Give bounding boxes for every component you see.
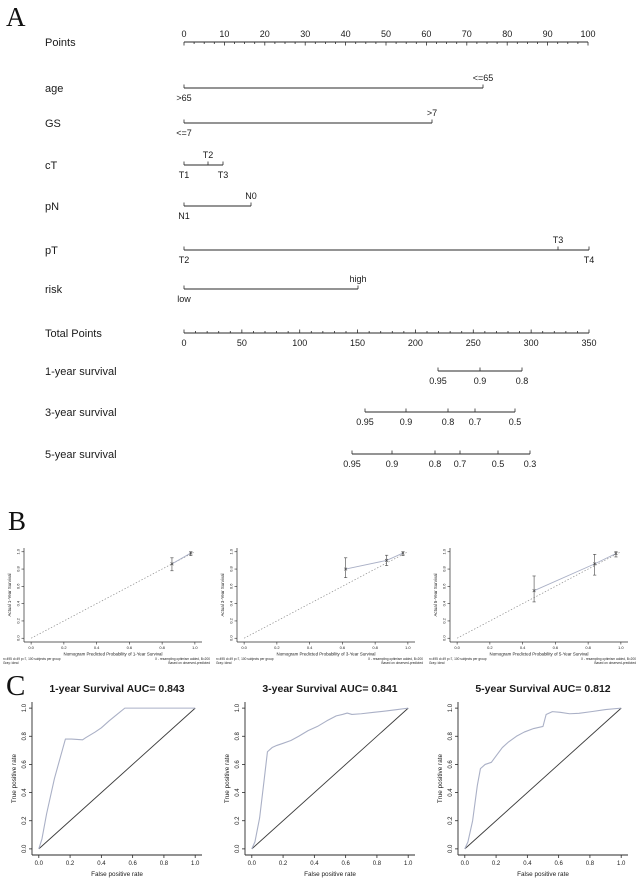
- ideal-line: [31, 552, 195, 638]
- footnote-right: Based on observed-predicted: [594, 661, 636, 665]
- survival-tick-label: 0.9: [385, 459, 399, 469]
- row-label: pT: [45, 245, 58, 257]
- x-tick-label: 1.0: [191, 861, 200, 867]
- row-label: GS: [45, 118, 61, 130]
- x-tick-label: 0.4: [310, 861, 319, 867]
- row-label: cT: [45, 160, 58, 172]
- footnote-right: X - resampling optimism added, B=200: [580, 657, 636, 661]
- survival-scale: [45, 449, 536, 469]
- x-tick-label: 0.0: [241, 645, 247, 650]
- y-tick-label: 0.0: [448, 844, 454, 854]
- points-tick-label: 10: [219, 29, 230, 39]
- survival-tick-label: 0.5: [508, 417, 522, 427]
- y-tick-label: 0.2: [15, 618, 21, 624]
- y-tick-label: 0.4: [235, 788, 241, 797]
- footnote-left: n=495 d=49 p=7, 100 subjects per group: [3, 657, 61, 661]
- y-tick-label: 0.2: [448, 816, 454, 825]
- total-tick-label: 150: [350, 338, 366, 348]
- x-tick-label: 0.6: [554, 861, 563, 867]
- x-axis-label: False positive rate: [304, 871, 356, 878]
- y-axis-label: True positive rate: [11, 753, 18, 804]
- y-tick-label: 0.8: [228, 566, 234, 572]
- survival-label: 3-year survival: [45, 407, 117, 419]
- y-tick-label: 1.0: [441, 548, 447, 555]
- ideal-line: [457, 552, 621, 638]
- y-tick-label: 0.6: [15, 583, 21, 590]
- category-label: <=7: [176, 128, 192, 138]
- category-label: >7: [426, 108, 438, 118]
- y-axis-label: Actual 1-Year Survival: [7, 573, 12, 617]
- y-tick-label: 1.0: [22, 703, 28, 713]
- x-tick-label: 0.6: [128, 861, 137, 867]
- category-label: N1: [178, 211, 190, 221]
- total-tick-label: 300: [523, 338, 539, 348]
- roc-plot-1-year: [0, 672, 213, 886]
- y-tick-label: 0.8: [22, 732, 28, 741]
- points-tick-label: 60: [421, 29, 432, 39]
- x-tick-label: 1.0: [404, 861, 413, 867]
- survival-tick-label: 0.7: [468, 417, 482, 427]
- calibration-line: [534, 553, 616, 590]
- x-tick-label: 1.0: [618, 645, 624, 650]
- y-tick-label: 0.8: [15, 566, 21, 572]
- x-tick-label: 0.8: [372, 645, 378, 650]
- category-label: T2: [178, 255, 190, 265]
- footnote-left: Gray: ideal: [429, 661, 445, 665]
- y-tick-label: 0.0: [22, 844, 28, 854]
- y-tick-label: 1.0: [448, 703, 454, 713]
- total-axis-title: Total Points: [45, 328, 102, 340]
- y-tick-label: 0.2: [22, 816, 28, 825]
- chance-diagonal: [39, 708, 195, 849]
- x-tick-label: 0.2: [278, 861, 288, 867]
- y-axis-label: True positive rate: [224, 753, 231, 804]
- footnote-left: n=495 d=49 p=7, 100 subjects per group: [216, 657, 274, 661]
- nomogram-row-cT: [45, 150, 228, 180]
- footnote-left: Gray: ideal: [3, 661, 19, 665]
- category-label: low: [177, 294, 191, 304]
- total-points-axis: [45, 328, 597, 348]
- y-tick-label: 0.4: [441, 600, 447, 607]
- x-tick-label: 0.8: [159, 645, 165, 650]
- y-axis-label: Actual 3-Year Survival: [220, 573, 225, 617]
- y-tick-label: 0.0: [441, 635, 447, 642]
- survival-tick-label: 0.95: [356, 417, 374, 427]
- calibration-plot-1-year: [0, 490, 213, 672]
- x-tick-label: 0.4: [306, 645, 313, 650]
- x-tick-label: 0.6: [341, 861, 350, 867]
- x-axis-label: Nomogram Predicted Probability of 1-Year Survival: [63, 651, 163, 657]
- survival-label: 5-year survival: [45, 449, 117, 461]
- total-tick-label: 0: [181, 338, 187, 348]
- footnote-right: X - resampling optimism added, B=200: [367, 657, 423, 661]
- y-tick-label: 0.6: [448, 760, 454, 769]
- y-tick-label: 1.0: [235, 703, 241, 713]
- x-tick-label: 0.6: [126, 645, 133, 650]
- survival-tick-label: 0.9: [399, 417, 413, 427]
- y-tick-label: 0.8: [235, 732, 241, 741]
- points-axis: [45, 29, 596, 49]
- total-tick-label: 350: [581, 338, 597, 348]
- survival-tick-label: 0.9: [473, 376, 487, 386]
- y-axis-label: True positive rate: [437, 753, 444, 804]
- footnote-right: Based on observed-predicted: [381, 661, 423, 665]
- survival-tick-label: 0.3: [523, 459, 537, 469]
- calibration-plot-5-year: [426, 490, 639, 672]
- x-tick-label: 0.2: [491, 861, 501, 867]
- y-axis-label: Actual 5-Year Survival: [433, 573, 438, 617]
- y-tick-label: 0.8: [448, 732, 454, 741]
- x-tick-label: 0.0: [247, 861, 256, 867]
- y-tick-label: 0.8: [441, 566, 447, 572]
- nomogram-row-risk: [45, 274, 367, 304]
- survival-tick-label: 0.8: [515, 376, 529, 386]
- survival-tick-label: 0.5: [491, 459, 505, 469]
- nomogram-row-age: [45, 73, 493, 103]
- x-tick-label: 0.4: [93, 645, 100, 650]
- x-tick-label: 0.0: [460, 861, 469, 867]
- x-tick-label: 0.0: [454, 645, 460, 650]
- category-label: T3: [217, 170, 229, 180]
- points-tick-label: 80: [502, 29, 513, 39]
- y-tick-label: 0.6: [441, 583, 447, 590]
- roc-plot-3-year: [213, 672, 426, 886]
- y-tick-label: 0.6: [235, 760, 241, 769]
- row-label: pN: [45, 201, 60, 213]
- total-tick-label: 200: [407, 338, 423, 348]
- chance-diagonal: [252, 708, 408, 849]
- calibration-plot-3-year: [213, 490, 426, 672]
- y-tick-label: 0.4: [228, 600, 234, 607]
- x-tick-label: 0.8: [159, 861, 169, 867]
- survival-tick-label: 0.95: [343, 459, 361, 469]
- nomogram-row-GS: [45, 108, 437, 138]
- category-label: T1: [178, 170, 190, 180]
- category-label: high: [349, 274, 367, 284]
- row-label: risk: [45, 284, 63, 296]
- y-tick-label: 1.0: [15, 548, 21, 555]
- y-tick-label: 0.6: [22, 760, 28, 769]
- points-tick-label: 100: [580, 29, 596, 39]
- survival-tick-label: 0.8: [441, 417, 455, 427]
- roc-title: 1-year Survival AUC= 0.843: [49, 683, 185, 695]
- total-tick-label: 50: [236, 338, 247, 348]
- survival-label: 1-year survival: [45, 366, 117, 378]
- panel-b-label: B: [8, 506, 27, 536]
- y-tick-label: 0.0: [15, 635, 21, 642]
- y-tick-label: 0.6: [228, 583, 234, 590]
- x-tick-label: 0.4: [523, 861, 532, 867]
- y-tick-label: 0.2: [441, 618, 447, 624]
- x-tick-label: 0.2: [274, 645, 280, 650]
- y-tick-label: 0.2: [235, 816, 241, 825]
- survival-tick-label: 0.7: [453, 459, 467, 469]
- points-tick-label: 40: [340, 29, 351, 39]
- category-label: T2: [202, 150, 214, 160]
- row-label: age: [45, 83, 64, 95]
- x-tick-label: 0.2: [61, 645, 67, 650]
- x-tick-label: 1.0: [192, 645, 198, 650]
- points-tick-label: 90: [542, 29, 553, 39]
- panel-c-label: C: [6, 670, 26, 702]
- y-tick-label: 0.0: [228, 635, 234, 642]
- calibration-line: [346, 553, 403, 569]
- ideal-line: [244, 552, 408, 638]
- x-tick-label: 0.4: [519, 645, 526, 650]
- chance-diagonal: [465, 708, 621, 849]
- category-label: >65: [176, 93, 192, 103]
- total-tick-label: 250: [465, 338, 481, 348]
- survival-tick-label: 0.95: [429, 376, 447, 386]
- points-tick-label: 0: [181, 29, 187, 39]
- x-axis-label: Nomogram Predicted Probability of 5-Year Survival: [489, 651, 589, 657]
- x-tick-label: 0.8: [585, 645, 591, 650]
- category-label: N0: [245, 191, 257, 201]
- x-tick-label: 0.2: [65, 861, 75, 867]
- points-axis-title: Points: [45, 37, 76, 49]
- x-tick-label: 1.0: [405, 645, 411, 650]
- nomogram-row-pT: [45, 235, 594, 265]
- x-tick-label: 0.8: [585, 861, 595, 867]
- footnote-right: X - resampling optimism added, B=200: [154, 657, 210, 661]
- x-tick-label: 0.6: [552, 645, 559, 650]
- y-tick-label: 0.0: [235, 844, 241, 854]
- survival-tick-label: 0.8: [428, 459, 442, 469]
- category-label: <=65: [472, 73, 494, 83]
- x-tick-label: 0.0: [34, 861, 43, 867]
- footnote-right: Based on observed-predicted: [168, 661, 210, 665]
- calibration-line: [172, 553, 191, 564]
- x-axis-label: False positive rate: [91, 871, 143, 878]
- roc-title: 3-year Survival AUC= 0.841: [262, 683, 398, 695]
- category-label: T3: [552, 235, 564, 245]
- y-tick-label: 0.4: [22, 788, 28, 797]
- footnote-left: Gray: ideal: [216, 661, 232, 665]
- category-label: T4: [583, 255, 595, 265]
- x-tick-label: 0.0: [28, 645, 34, 650]
- total-tick-label: 100: [292, 338, 308, 348]
- points-tick-label: 70: [461, 29, 472, 39]
- x-axis-label: Nomogram Predicted Probability of 3-Year Survival: [276, 651, 376, 657]
- points-tick-label: 30: [300, 29, 311, 39]
- nomogram-row-pN: [45, 191, 257, 221]
- survival-scale: [45, 366, 528, 386]
- x-tick-label: 1.0: [617, 861, 626, 867]
- x-tick-label: 0.6: [339, 645, 346, 650]
- y-tick-label: 0.4: [448, 788, 454, 797]
- survival-scale: [45, 407, 521, 427]
- footnote-left: n=495 d=49 p=7, 100 subjects per group: [429, 657, 487, 661]
- panel-a-label: A: [6, 2, 26, 32]
- y-tick-label: 0.2: [228, 618, 234, 624]
- roc-plot-5-year: [426, 672, 639, 886]
- y-tick-label: 0.4: [15, 600, 21, 607]
- points-tick-label: 50: [380, 29, 392, 39]
- x-tick-label: 0.2: [487, 645, 493, 650]
- roc-title: 5-year Survival AUC= 0.812: [475, 683, 611, 695]
- x-tick-label: 0.8: [372, 861, 382, 867]
- points-tick-label: 20: [259, 29, 270, 39]
- y-tick-label: 1.0: [228, 548, 234, 555]
- x-axis-label: False positive rate: [517, 871, 569, 878]
- x-tick-label: 0.4: [97, 861, 106, 867]
